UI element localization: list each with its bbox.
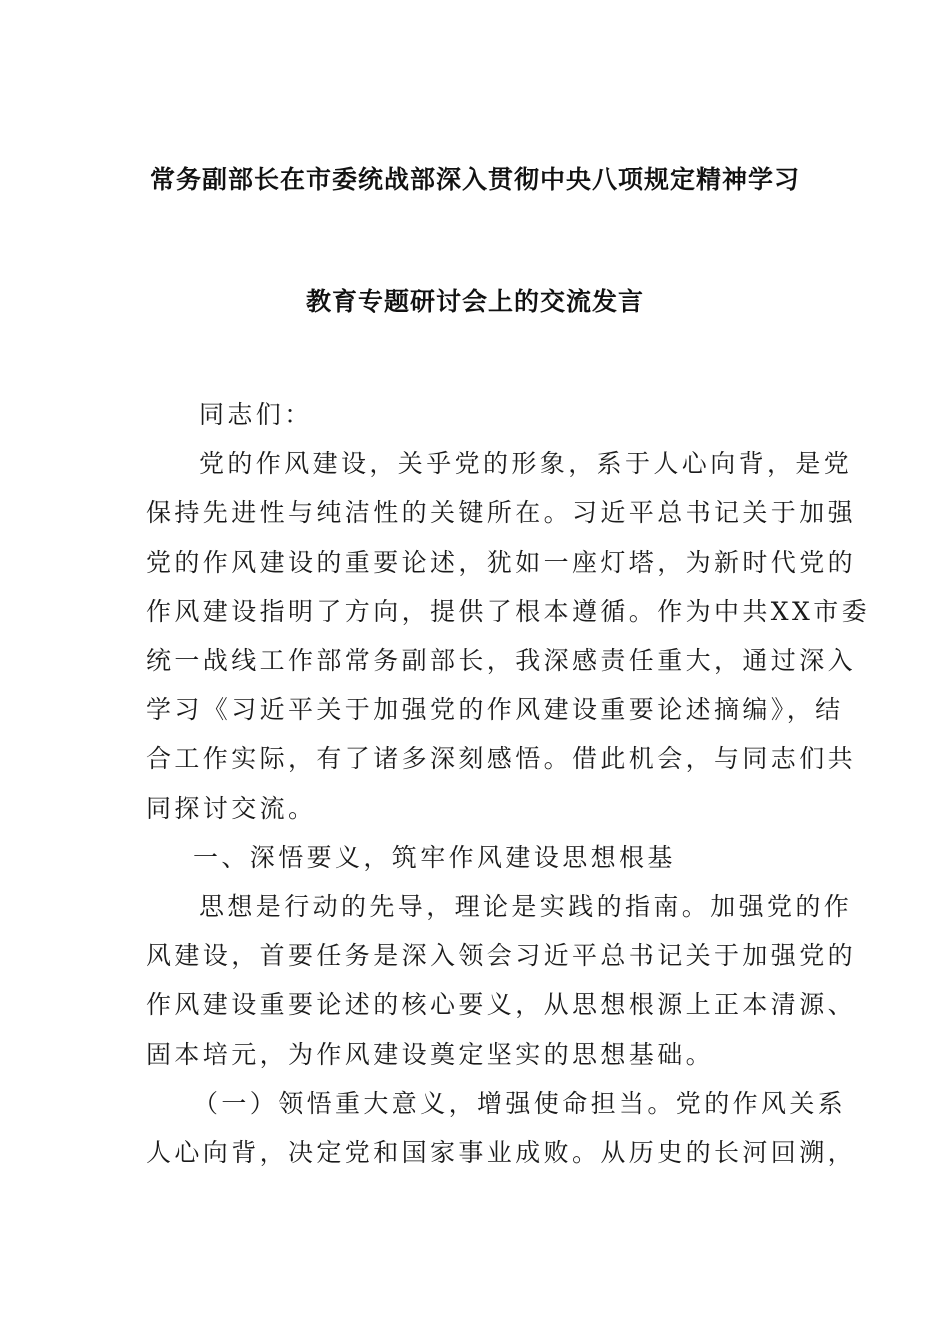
paragraph-line: 思想是行动的先导，理论是实践的指南。加强党的作 — [199, 892, 853, 922]
paragraph-line: 合工作实际，有了诸多深刻感悟。借此机会，与同志们共 — [146, 744, 857, 774]
paragraph-line: 保持先进性与纯洁性的关键所在。习近平总书记关于加强 — [146, 498, 857, 528]
paragraph-3 — [146, 1079, 857, 1177]
paragraph-line: （一）领悟重大意义，增强使命担当。党的作风关系 — [193, 1088, 847, 1118]
paragraph-line: 同探讨交流。 — [146, 793, 317, 823]
paragraph-line: 人心向背，决定党和国家事业成败。从历史的长河回溯， — [146, 1138, 857, 1168]
paragraph-1 — [146, 439, 870, 833]
document-body — [146, 390, 870, 1177]
paragraph-line: 学习《习近平关于加强党的作风建设重要论述摘编》，结 — [146, 695, 844, 725]
paragraph-line: 党的作风建设，关乎党的形象，系于人心向背，是党 — [199, 449, 853, 479]
paragraph-line: 风建设，首要任务是深入领会习近平总书记关于加强党的 — [146, 941, 857, 971]
section-heading-1: 一、深悟要义，筑牢作风建设思想根基 — [193, 842, 676, 872]
paragraph-2 — [146, 882, 857, 1079]
paragraph-line: 作风建设重要论述的核心要义，从思想根源上正本清源、 — [146, 990, 857, 1020]
paragraph-line: 作风建设指明了方向，提供了根本遵循。作为中共XX市委 — [146, 596, 870, 626]
document-title-line-2: 教育专题研讨会上的交流发言 — [305, 287, 644, 316]
paragraph-line: 统一战线工作部常务副部长，我深感责任重大，通过深入 — [146, 646, 857, 676]
paragraph-line: 党的作风建设的重要论述，犹如一座灯塔，为新时代党的 — [146, 547, 857, 577]
salutation: 同志们： — [199, 400, 313, 429]
paragraph-line: 固本培元，为作风建设奠定坚实的思想基础。 — [146, 1039, 715, 1069]
document-title-line-1: 常务副部长在市委统战部深入贯彻中央八项规定精神学习 — [149, 165, 800, 194]
